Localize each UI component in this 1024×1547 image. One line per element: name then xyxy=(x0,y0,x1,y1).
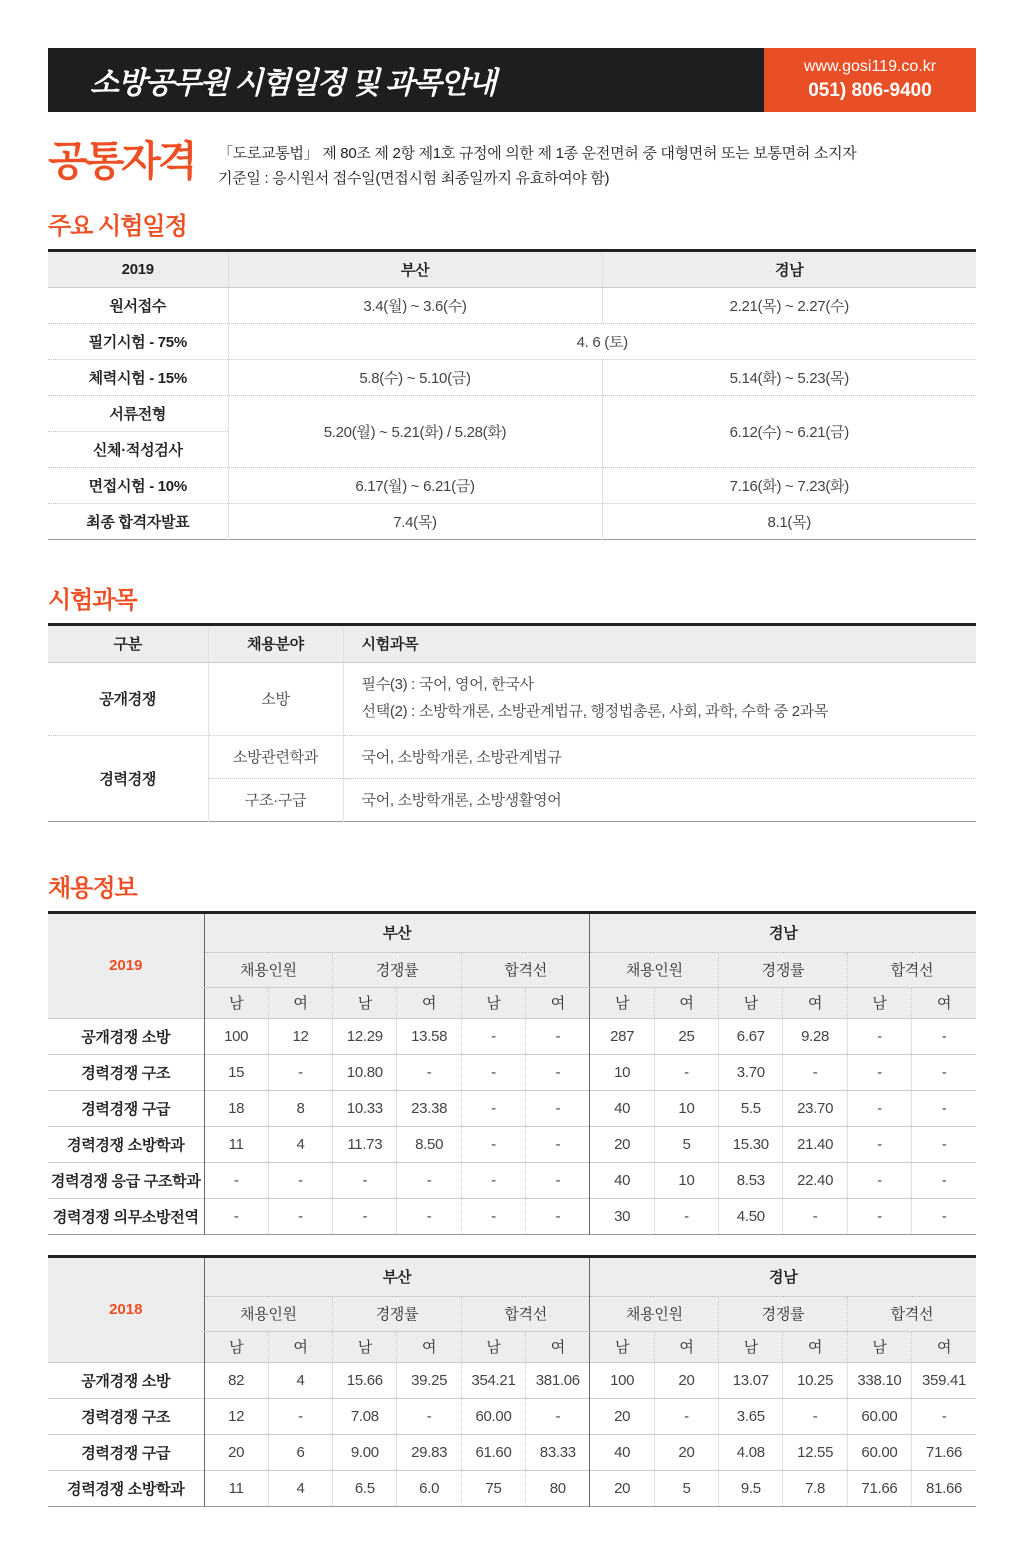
cell: - xyxy=(461,1126,525,1162)
cell: - xyxy=(333,1162,397,1198)
cell: 국어, 소방학개론, 소방생활영어 xyxy=(343,778,976,821)
cell: - xyxy=(654,1398,718,1434)
subjects-table xyxy=(48,623,976,822)
cell: 12 xyxy=(204,1398,268,1434)
row-label: 경력경쟁 구급 xyxy=(48,1090,204,1126)
cell: 29.83 xyxy=(397,1434,461,1470)
cell: - xyxy=(397,1054,461,1090)
row-label: 서류전형 xyxy=(48,395,228,431)
cell: - xyxy=(526,1018,590,1054)
recruit-gender-header: 여 xyxy=(526,1331,590,1362)
cell: 40 xyxy=(590,1162,654,1198)
recruit-metric-header: 합격선 xyxy=(461,952,590,987)
cell: 8.53 xyxy=(719,1162,783,1198)
section-title-subjects: 시험과목 xyxy=(48,586,137,614)
cell: 71.66 xyxy=(912,1434,976,1470)
recruit-region-header: 부산 xyxy=(204,1256,590,1296)
recruit-metric-header: 경쟁률 xyxy=(333,1296,462,1331)
cell: - xyxy=(526,1090,590,1126)
recruit-gender-header: 여 xyxy=(397,1331,461,1362)
cell: - xyxy=(397,1198,461,1234)
recruit-gender-header: 여 xyxy=(397,987,461,1018)
cell: 81.66 xyxy=(912,1470,976,1506)
cell: - xyxy=(654,1054,718,1090)
row-label: 경력경쟁 구급 xyxy=(48,1434,204,1470)
recruit-gender-header: 여 xyxy=(912,1331,976,1362)
table-row xyxy=(48,735,976,778)
row-label: 경력경쟁 의무소방전역 xyxy=(48,1198,204,1234)
cell: 7.4(목) xyxy=(228,503,602,539)
table-row xyxy=(48,1126,976,1162)
recruit-gender-header: 여 xyxy=(268,987,332,1018)
cell: 4. 6 (토) xyxy=(228,323,976,359)
cell: 7.08 xyxy=(333,1398,397,1434)
recruit-gender-header: 남 xyxy=(847,1331,911,1362)
row-label: 경력경쟁 소방학과 xyxy=(48,1126,204,1162)
recruit-gender-header: 여 xyxy=(783,1331,847,1362)
table-row xyxy=(48,1018,976,1054)
cell: 39.25 xyxy=(397,1362,461,1398)
cell: 21.40 xyxy=(783,1126,847,1162)
row-label: 경력경쟁 소방학과 xyxy=(48,1470,204,1506)
cell: 13.58 xyxy=(397,1018,461,1054)
recruit-gender-header: 남 xyxy=(333,1331,397,1362)
table-row xyxy=(48,1054,976,1090)
recruit-region-header: 부산 xyxy=(204,912,590,952)
cell: 13.07 xyxy=(719,1362,783,1398)
cell: - xyxy=(912,1054,976,1090)
qualification-description xyxy=(218,140,856,192)
cell: - xyxy=(526,1162,590,1198)
cell: 75 xyxy=(461,1470,525,1506)
cell: - xyxy=(912,1162,976,1198)
cell: 4.50 xyxy=(719,1198,783,1234)
table-row xyxy=(48,1362,976,1398)
subjects-col-subjects: 시험과목 xyxy=(343,624,976,662)
cell: 20 xyxy=(590,1126,654,1162)
recruit-gender-header: 남 xyxy=(847,987,911,1018)
section-title-recruit: 채용정보 xyxy=(48,874,137,902)
recruit-gender-header: 여 xyxy=(268,1331,332,1362)
cell: 11 xyxy=(204,1126,268,1162)
cell: 3.70 xyxy=(719,1054,783,1090)
recruit-gender-header: 남 xyxy=(590,987,654,1018)
recruit-gender-header: 여 xyxy=(783,987,847,1018)
cell: 5.20(월) ~ 5.21(화) / 5.28(화) xyxy=(228,395,602,467)
cell: 3.4(월) ~ 3.6(수) xyxy=(228,287,602,323)
schedule-header-row xyxy=(48,250,976,287)
table-row xyxy=(48,395,976,431)
row-label: 공개경쟁 xyxy=(48,662,208,735)
recruit-gender-header: 여 xyxy=(912,987,976,1018)
recruit-table-2019 xyxy=(48,911,976,1235)
table-row xyxy=(48,467,976,503)
section-title-schedule: 주요 시험일정 xyxy=(48,212,187,240)
cell: 12.55 xyxy=(783,1434,847,1470)
row-label: 경력경쟁 xyxy=(48,735,208,821)
cell: 20 xyxy=(590,1470,654,1506)
cell: 25 xyxy=(654,1018,718,1054)
recruit-year-label: 2018 xyxy=(48,1256,204,1362)
table-row xyxy=(48,1090,976,1126)
cell: - xyxy=(847,1126,911,1162)
table-row xyxy=(48,1398,976,1434)
cell: 100 xyxy=(204,1018,268,1054)
cell: 6.67 xyxy=(719,1018,783,1054)
cell: 359.41 xyxy=(912,1362,976,1398)
cell: 10 xyxy=(654,1090,718,1126)
cell: 4 xyxy=(268,1126,332,1162)
subjects-elective: 선택(2) : 소방학개론, 소방관계법규, 행정법총론, 사회, 과학, 수학 중 2과목 xyxy=(361,702,829,720)
qualification-block xyxy=(48,140,976,192)
cell: 9.5 xyxy=(719,1470,783,1506)
cell: 40 xyxy=(590,1434,654,1470)
cell: - xyxy=(783,1198,847,1234)
cell xyxy=(343,662,976,735)
table-row xyxy=(48,503,976,539)
cell: 11.73 xyxy=(333,1126,397,1162)
subjects-col-field: 채용분야 xyxy=(208,624,343,662)
cell: - xyxy=(461,1018,525,1054)
recruit-metric-header: 경쟁률 xyxy=(333,952,462,987)
row-label: 면접시험 - 10% xyxy=(48,467,228,503)
cell: 4.08 xyxy=(719,1434,783,1470)
cell: - xyxy=(461,1162,525,1198)
cell: 10.33 xyxy=(333,1090,397,1126)
recruit-gender-header: 남 xyxy=(719,987,783,1018)
row-label: 필기시험 - 75% xyxy=(48,323,228,359)
table-row xyxy=(48,662,976,735)
cell: - xyxy=(397,1162,461,1198)
cell: 4 xyxy=(268,1470,332,1506)
recruit-gender-header: 남 xyxy=(333,987,397,1018)
table-row xyxy=(48,1434,976,1470)
recruit-year-label: 2019 xyxy=(48,912,204,1018)
recruit-gender-header: 남 xyxy=(204,1331,268,1362)
cell: - xyxy=(847,1090,911,1126)
row-label: 체력시험 - 15% xyxy=(48,359,228,395)
cell: 10.80 xyxy=(333,1054,397,1090)
cell: 18 xyxy=(204,1090,268,1126)
cell: 5.14(화) ~ 5.23(목) xyxy=(602,359,976,395)
cell: 소방 xyxy=(208,662,343,735)
subjects-col-category: 구분 xyxy=(48,624,208,662)
cell: 구조·구급 xyxy=(208,778,343,821)
cell: 7.16(화) ~ 7.23(화) xyxy=(602,467,976,503)
recruit-region-header: 경남 xyxy=(590,912,976,952)
recruit-gender-header: 여 xyxy=(654,987,718,1018)
recruit-metric-header: 채용인원 xyxy=(204,952,333,987)
cell: 80 xyxy=(526,1470,590,1506)
phone-number: 051) 806-9400 xyxy=(808,79,932,101)
schedule-col-busan: 부산 xyxy=(228,250,602,287)
cell: 8 xyxy=(268,1090,332,1126)
cell: - xyxy=(461,1198,525,1234)
row-label: 신체·적성검사 xyxy=(48,431,228,467)
cell: - xyxy=(912,1198,976,1234)
cell: 60.00 xyxy=(847,1434,911,1470)
cell: - xyxy=(526,1398,590,1434)
recruit-metric-header: 경쟁률 xyxy=(719,1296,848,1331)
cell: - xyxy=(204,1162,268,1198)
cell: 10 xyxy=(590,1054,654,1090)
qualification-line1: 「도로교통법」 제 80조 제 2항 제1호 규정에 의한 제 1종 운전면허 중 대형면허 또는 보통면허 소지자 xyxy=(218,145,857,162)
cell: 20 xyxy=(590,1398,654,1434)
cell: - xyxy=(461,1090,525,1126)
cell: 5.8(수) ~ 5.10(금) xyxy=(228,359,602,395)
cell: 100 xyxy=(590,1362,654,1398)
recruit-gender-header: 남 xyxy=(590,1331,654,1362)
subjects-header-row xyxy=(48,624,976,662)
recruit-gender-header: 여 xyxy=(526,987,590,1018)
cell: 12.29 xyxy=(333,1018,397,1054)
cell: - xyxy=(847,1162,911,1198)
cell: - xyxy=(847,1198,911,1234)
cell: - xyxy=(912,1018,976,1054)
cell: 60.00 xyxy=(847,1398,911,1434)
row-label: 원서접수 xyxy=(48,287,228,323)
cell: 5.5 xyxy=(719,1090,783,1126)
row-label: 공개경쟁 소방 xyxy=(48,1362,204,1398)
cell: 9.28 xyxy=(783,1018,847,1054)
recruit-table-2018 xyxy=(48,1255,976,1507)
cell: 30 xyxy=(590,1198,654,1234)
cell: 4 xyxy=(268,1362,332,1398)
recruit-region-header: 경남 xyxy=(590,1256,976,1296)
cell: 12 xyxy=(268,1018,332,1054)
cell: 60.00 xyxy=(461,1398,525,1434)
cell: - xyxy=(268,1162,332,1198)
cell: 5 xyxy=(654,1470,718,1506)
table-row xyxy=(48,287,976,323)
cell: - xyxy=(847,1054,911,1090)
schedule-col-year: 2019 xyxy=(48,250,228,287)
table-row xyxy=(48,359,976,395)
recruit-metric-header: 채용인원 xyxy=(204,1296,333,1331)
cell: 20 xyxy=(654,1362,718,1398)
cell: - xyxy=(912,1126,976,1162)
cell: 6.12(수) ~ 6.21(금) xyxy=(602,395,976,467)
cell: - xyxy=(654,1198,718,1234)
cell: 8.1(목) xyxy=(602,503,976,539)
table-row xyxy=(48,323,976,359)
cell: 15.66 xyxy=(333,1362,397,1398)
cell: - xyxy=(268,1198,332,1234)
header-bar xyxy=(48,48,976,112)
row-label: 최종 합격자발표 xyxy=(48,503,228,539)
cell: 23.38 xyxy=(397,1090,461,1126)
row-label: 경력경쟁 구조 xyxy=(48,1398,204,1434)
recruit-metric-header: 채용인원 xyxy=(590,952,719,987)
qualification-badge: 공통자격 xyxy=(48,138,195,184)
cell: 61.60 xyxy=(461,1434,525,1470)
cell: 287 xyxy=(590,1018,654,1054)
recruit-metric-header: 합격선 xyxy=(461,1296,590,1331)
cell: - xyxy=(526,1198,590,1234)
cell: 22.40 xyxy=(783,1162,847,1198)
cell: 20 xyxy=(654,1434,718,1470)
cell: 20 xyxy=(204,1434,268,1470)
recruit-metric-header: 채용인원 xyxy=(590,1296,719,1331)
title-bar xyxy=(48,48,764,112)
cell: 83.33 xyxy=(526,1434,590,1470)
cell: 10 xyxy=(654,1162,718,1198)
website-url: www.gosi119.co.kr xyxy=(803,57,937,75)
cell: 소방관련학과 xyxy=(208,735,343,778)
cell: 338.10 xyxy=(847,1362,911,1398)
cell: 9.00 xyxy=(333,1434,397,1470)
subjects-required: 필수(3) : 국어, 영어, 한국사 xyxy=(361,676,534,694)
cell: 381.06 xyxy=(526,1362,590,1398)
cell: - xyxy=(461,1054,525,1090)
cell: - xyxy=(397,1398,461,1434)
cell: 6.17(월) ~ 6.21(금) xyxy=(228,467,602,503)
cell: - xyxy=(912,1398,976,1434)
cell: 354.21 xyxy=(461,1362,525,1398)
cell: - xyxy=(268,1398,332,1434)
cell: - xyxy=(847,1018,911,1054)
table-row xyxy=(48,1198,976,1234)
cell: 6 xyxy=(268,1434,332,1470)
cell: 5 xyxy=(654,1126,718,1162)
cell: - xyxy=(333,1198,397,1234)
cell: - xyxy=(268,1054,332,1090)
cell: 3.65 xyxy=(719,1398,783,1434)
cell: - xyxy=(912,1090,976,1126)
cell: - xyxy=(526,1126,590,1162)
recruit-metric-header: 합격선 xyxy=(847,1296,976,1331)
cell: 6.0 xyxy=(397,1470,461,1506)
schedule-table xyxy=(48,249,976,540)
cell: 71.66 xyxy=(847,1470,911,1506)
cell: 23.70 xyxy=(783,1090,847,1126)
recruit-metric-header: 경쟁률 xyxy=(719,952,848,987)
table-row xyxy=(48,1470,976,1506)
table-row xyxy=(48,1162,976,1198)
cell: 10.25 xyxy=(783,1362,847,1398)
cell: 2.21(목) ~ 2.27(수) xyxy=(602,287,976,323)
cell: 11 xyxy=(204,1470,268,1506)
row-label: 경력경쟁 응급 구조학과 xyxy=(48,1162,204,1198)
cell: 15 xyxy=(204,1054,268,1090)
qualification-line2: 기준일 : 응시원서 접수일(면접시험 최종일까지 유효하여야 함) xyxy=(218,169,610,187)
cell: - xyxy=(526,1054,590,1090)
cell: 7.8 xyxy=(783,1470,847,1506)
row-label: 경력경쟁 구조 xyxy=(48,1054,204,1090)
cell: - xyxy=(783,1054,847,1090)
cell: 40 xyxy=(590,1090,654,1126)
recruit-gender-header: 여 xyxy=(654,1331,718,1362)
cell: - xyxy=(783,1398,847,1434)
cell: 15.30 xyxy=(719,1126,783,1162)
cell: 8.50 xyxy=(397,1126,461,1162)
recruit-gender-header: 남 xyxy=(719,1331,783,1362)
cell: 82 xyxy=(204,1362,268,1398)
contact-box xyxy=(764,48,976,112)
row-label: 공개경쟁 소방 xyxy=(48,1018,204,1054)
cell: 국어, 소방학개론, 소방관계법규 xyxy=(343,735,976,778)
recruit-gender-header: 남 xyxy=(461,1331,525,1362)
recruit-gender-header: 남 xyxy=(204,987,268,1018)
recruit-gender-header: 남 xyxy=(461,987,525,1018)
cell: 6.5 xyxy=(333,1470,397,1506)
schedule-col-gyeongnam: 경남 xyxy=(602,250,976,287)
recruit-metric-header: 합격선 xyxy=(847,952,976,987)
page-title: 소방공무원 시험일정 및 과목안내 xyxy=(90,67,496,100)
cell: - xyxy=(204,1198,268,1234)
